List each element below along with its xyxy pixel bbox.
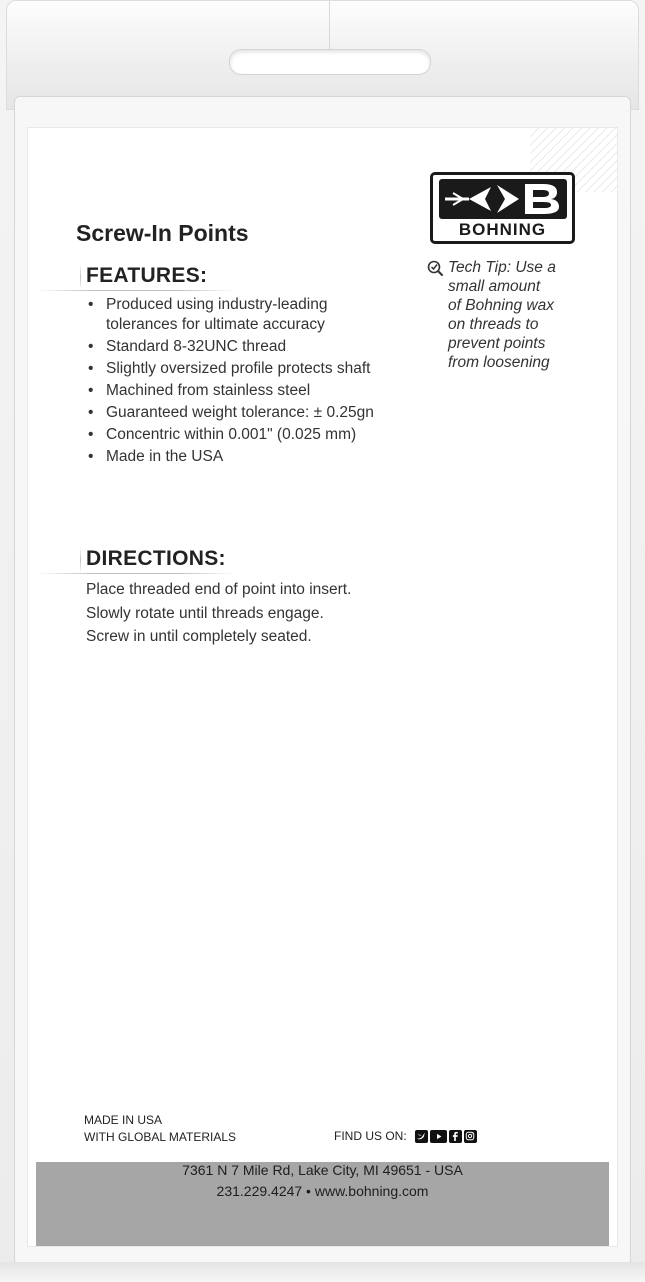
bullet: • [88, 338, 94, 355]
features-heading-rule [36, 290, 236, 291]
hang-notch [329, 1, 330, 51]
list-item [86, 295, 386, 335]
list-item [86, 359, 386, 379]
bullet: • [88, 296, 94, 313]
footer-band [36, 1162, 609, 1246]
list-item [86, 425, 396, 445]
directions-text [86, 578, 426, 649]
youtube-icon[interactable] [430, 1130, 447, 1143]
features-heading-vrule [80, 264, 81, 290]
find-us [334, 1129, 477, 1143]
feature-text: Slightly oversized profile protects shaft [106, 360, 371, 377]
find-us-label: FIND US ON: [334, 1129, 407, 1143]
arrow-b-logo-icon [439, 179, 567, 219]
tech-tip [426, 258, 596, 372]
directions-heading-vrule [80, 547, 81, 573]
bullet: • [88, 382, 94, 399]
bullet: • [88, 404, 94, 421]
directions-line: Slowly rotate until threads engage. [86, 604, 324, 622]
directions-line: Screw in until completely seated. [86, 628, 312, 645]
tech-tip-text: Tech Tip: Use a small amount of Bohning wax on threads to prevent points from loosening [448, 259, 556, 371]
bullet: • [88, 448, 94, 465]
wrench-check-icon [426, 259, 444, 277]
list-item [86, 403, 376, 423]
bullet: • [88, 426, 94, 443]
directions-heading: DIRECTIONS: [86, 547, 226, 570]
feature-text: Made in the USA [106, 448, 224, 465]
logo-wordmark: BOHNING [458, 220, 547, 239]
footer-address-wrap [36, 1162, 609, 1202]
feature-text: Standard 8-32UNC thread [106, 338, 287, 355]
feature-text: Produced using industry-leading tolerances for ultimate accuracy [106, 296, 328, 333]
instagram-icon[interactable] [464, 1130, 477, 1143]
list-item [86, 447, 386, 467]
package-base-edge [0, 1262, 645, 1282]
made-in-notice [84, 1112, 236, 1146]
feature-text: Concentric within 0.001" (0.025 mm) [106, 426, 357, 443]
features-list [86, 295, 386, 469]
feature-text: Guaranteed weight tolerance: ± 0.25gn [106, 404, 374, 421]
directions-heading-rule [36, 573, 236, 574]
footer-contact: 231.229.4247 • www.bohning.com [216, 1183, 429, 1199]
social-icons [415, 1130, 477, 1143]
hang-hole [229, 49, 431, 75]
facebook-icon[interactable] [449, 1130, 462, 1143]
made-in-line: WITH GLOBAL MATERIALS [84, 1130, 237, 1144]
directions-line: Place threaded end of point into insert. [86, 581, 352, 598]
made-in-line: MADE IN USA [84, 1113, 163, 1127]
list-item [86, 381, 386, 401]
hang-tab [6, 0, 639, 110]
footer-address: 7361 N 7 Mile Rd, Lake City, MI 49651 - USA [182, 1162, 463, 1178]
features-heading: FEATURES: [86, 264, 208, 287]
twitter-icon[interactable] [415, 1130, 428, 1143]
bullet: • [88, 360, 94, 377]
feature-text: Machined from stainless steel [106, 382, 311, 399]
product-title: Screw-In Points [76, 220, 249, 246]
list-item [86, 337, 386, 357]
bohning-logo [430, 172, 575, 244]
